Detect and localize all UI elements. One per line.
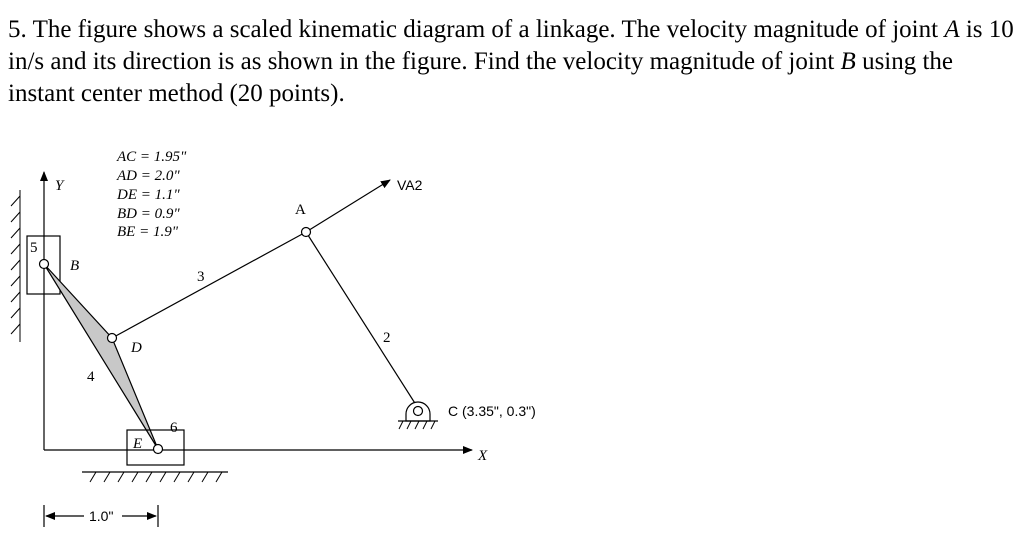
joint-d [108, 334, 117, 343]
problem-joint-a: A [944, 16, 960, 43]
problem-text-2: is 10 in/s and its direction is as shown in the figure. Find the velocity magnitude of joint [8, 16, 1014, 75]
bottom-ground [82, 472, 228, 482]
link-2-label: 2 [383, 330, 391, 346]
problem-number: 5. [8, 16, 27, 43]
velocity-arrow [306, 180, 390, 232]
dim-be: BE = 1.9" [117, 224, 178, 240]
joint-c [414, 407, 423, 416]
y-axis-label: Y [55, 178, 64, 194]
x-axis-label: X [478, 448, 488, 464]
scale-label: 1.0" [89, 508, 114, 524]
problem-joint-b: B [840, 48, 856, 75]
link-5-label: 5 [30, 240, 38, 256]
problem-text-1: The figure shows a scaled kinematic diagram of a linkage. The velocity magnitude of joint [32, 16, 945, 43]
link-4-label: 4 [87, 369, 95, 385]
joint-e [154, 445, 163, 454]
joint-b-label: B [70, 258, 80, 274]
velocity-label: VA2 [397, 177, 423, 193]
link-6-label: 6 [170, 420, 178, 436]
link-3-label: 3 [197, 269, 205, 285]
dim-de: DE = 1.1" [117, 187, 180, 203]
dim-ac: AC = 1.95" [117, 149, 187, 165]
link-3 [112, 232, 306, 338]
left-wall-ground [11, 190, 20, 342]
joint-e-label: E [133, 436, 143, 452]
dim-ad: AD = 2.0" [117, 168, 180, 184]
link-2 [306, 232, 418, 408]
link-4-body [44, 264, 158, 449]
joint-c-label: C (3.35", 0.3") [448, 403, 536, 419]
joint-a-label: A [295, 202, 306, 218]
joint-d-label: D [131, 340, 142, 356]
problem-text-3: using the instant center method (20 points). [8, 48, 954, 107]
dim-bd: BD = 0.9" [117, 206, 180, 222]
joint-b [40, 260, 49, 269]
joint-a [302, 228, 311, 237]
